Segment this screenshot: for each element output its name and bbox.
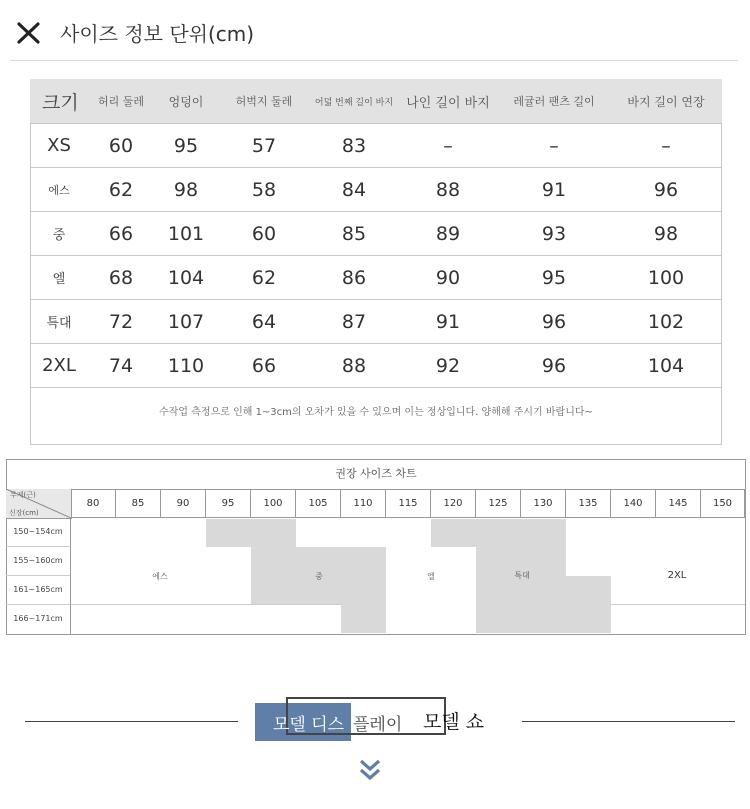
close-icon[interactable] [16, 20, 42, 46]
size-label: 2XL [30, 344, 88, 388]
weight-header: 90 [161, 489, 206, 518]
table-cell: 110 [154, 344, 218, 388]
table-cell: 88 [398, 168, 498, 212]
zone-shade [206, 519, 296, 547]
table-cell: 60 [88, 124, 154, 168]
table-cell: 68 [88, 256, 154, 300]
weight-header: 150 [701, 489, 745, 518]
weight-header: 115 [386, 489, 431, 518]
weight-header: 145 [656, 489, 701, 518]
table-row [30, 300, 722, 344]
col-header: 크기 [30, 79, 88, 124]
zone-label: 중 [315, 572, 323, 581]
table-cell: 64 [218, 300, 310, 344]
weight-header: 85 [116, 489, 161, 518]
table-cell: 91 [498, 168, 610, 212]
col-header: 허리 둘레 [88, 79, 154, 124]
section-line-left [25, 721, 238, 722]
height-label: 155~160cm [6, 547, 71, 576]
table-cell: 84 [310, 168, 398, 212]
height-label: 166~171cm [6, 605, 71, 634]
size-label: 특대 [30, 300, 88, 344]
zone-label: 엘 [427, 572, 435, 581]
height-label: 161~165cm [6, 576, 71, 605]
table-cell: 86 [310, 256, 398, 300]
table-cell: 60 [218, 212, 310, 256]
table-cell: 72 [88, 300, 154, 344]
table-row [30, 212, 722, 256]
col-header: 엉덩이 [154, 79, 218, 124]
measurement-note: 수작업 측정으로 인해 1~3cm의 오차가 있을 수 있으며 이는 정상입니다. 양해해 주시기 바랍니다~ [159, 407, 593, 418]
table-row [30, 344, 722, 388]
model-display-label: 모델 디스 [273, 715, 345, 735]
table-cell: 57 [218, 124, 310, 168]
double-chevron-down-icon[interactable] [357, 757, 383, 783]
weight-header: 120 [431, 489, 476, 518]
table-cell: 66 [218, 344, 310, 388]
table-cell: 62 [88, 168, 154, 212]
zone-shade [476, 547, 566, 633]
corner-height-label: 신장(cm) [9, 509, 39, 517]
size-table-header [30, 79, 722, 124]
zone-shade [431, 519, 566, 547]
table-cell: 85 [310, 212, 398, 256]
table-cell: 100 [610, 256, 722, 300]
table-cell: 96 [610, 168, 722, 212]
table-cell: – [498, 124, 610, 168]
size-label: 엘 [30, 256, 88, 300]
table-cell: 88 [310, 344, 398, 388]
table-cell: 92 [398, 344, 498, 388]
table-cell: 98 [610, 212, 722, 256]
weight-header: 95 [206, 489, 251, 518]
corner-weight-label: 무게(근) [10, 491, 36, 499]
table-cell: 95 [154, 124, 218, 168]
weight-header: 110 [341, 489, 386, 518]
table-row [30, 168, 722, 212]
zone-label: 특대 [514, 571, 530, 580]
table-row [30, 124, 722, 168]
table-cell: 87 [310, 300, 398, 344]
table-cell: 96 [498, 300, 610, 344]
zone-label: 에스 [152, 572, 168, 581]
table-cell: 95 [498, 256, 610, 300]
table-cell: 90 [398, 256, 498, 300]
table-cell: 89 [398, 212, 498, 256]
size-label: 중 [30, 212, 88, 256]
table-cell: 96 [498, 344, 610, 388]
table-cell: 62 [218, 256, 310, 300]
header-divider [10, 60, 738, 61]
rec-chart-title: 권장 사이즈 차트 [6, 459, 746, 490]
zone-divider [71, 604, 341, 605]
table-cell: – [610, 124, 722, 168]
table-cell: 91 [398, 300, 498, 344]
zone-label: 2XL [667, 570, 687, 581]
table-cell: 104 [154, 256, 218, 300]
weight-header: 105 [296, 489, 341, 518]
table-cell: 66 [88, 212, 154, 256]
weight-header: 100 [251, 489, 296, 518]
weight-header: 135 [566, 489, 611, 518]
table-cell: 101 [154, 212, 218, 256]
table-cell: 98 [154, 168, 218, 212]
weight-header: 80 [71, 489, 116, 518]
size-table [30, 79, 722, 388]
table-cell: 104 [610, 344, 722, 388]
page-title: 사이즈 정보 단위(cm) [60, 22, 255, 46]
table-cell: 58 [218, 168, 310, 212]
weight-header: 125 [476, 489, 521, 518]
height-label: 150~154cm [6, 518, 71, 547]
model-show-label: 모델 쇼 [423, 711, 485, 733]
table-cell: 107 [154, 300, 218, 344]
table-row [30, 256, 722, 300]
size-label: 에스 [30, 168, 88, 212]
section-line-right [522, 721, 735, 722]
table-cell: – [398, 124, 498, 168]
zone-divider [611, 604, 745, 605]
col-header: 나인 길이 바지 [398, 79, 498, 124]
col-header: 바지 길이 연장 [610, 79, 722, 124]
col-header: 어덟 번째 길이 바지 [310, 79, 398, 124]
col-header: 레귤러 팬츠 길이 [498, 79, 610, 124]
weight-header: 130 [521, 489, 566, 518]
zone-shade [341, 605, 386, 633]
table-cell: 74 [88, 344, 154, 388]
weight-header: 140 [611, 489, 656, 518]
zone-shade [566, 576, 611, 633]
table-cell: 102 [610, 300, 722, 344]
table-cell: 83 [310, 124, 398, 168]
model-display-label-2: 플레이 [353, 715, 403, 735]
col-header: 허벅지 둘레 [218, 79, 310, 124]
table-cell: 93 [498, 212, 610, 256]
size-label: XS [30, 124, 88, 168]
